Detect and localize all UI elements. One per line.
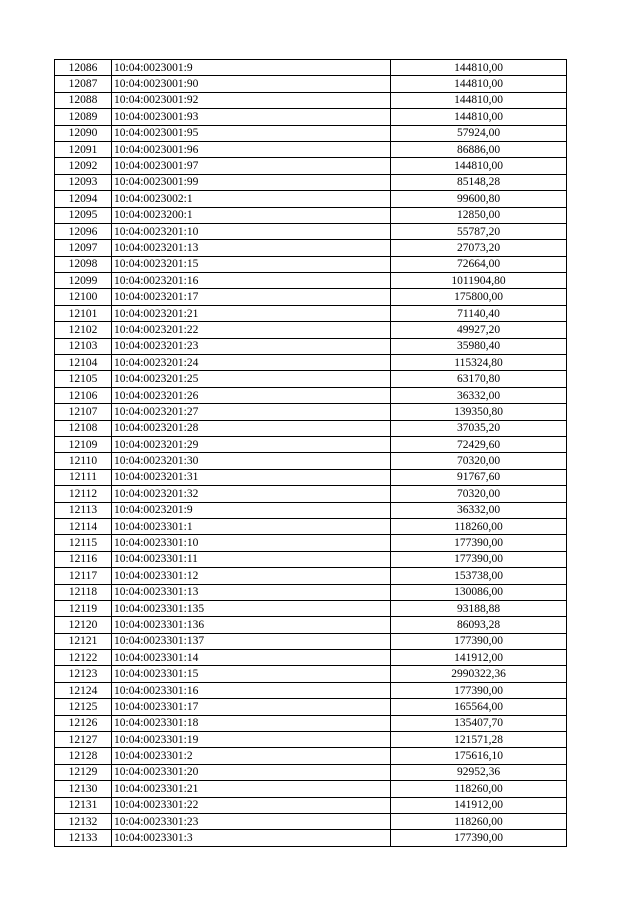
- table-row: [55, 535, 567, 551]
- value-cell: 115324,80: [391, 355, 567, 371]
- cadastral-number-cell: 10:04:0023301:136: [112, 617, 391, 633]
- cadastral-number-cell: 10:04:0023201:29: [112, 436, 391, 452]
- row-number-cell: 12117: [55, 568, 112, 584]
- value-cell: 37035,20: [391, 420, 567, 436]
- table-row: [55, 207, 567, 223]
- row-number-cell: 12092: [55, 158, 112, 174]
- table-row: [55, 60, 567, 76]
- value-cell: 1011904,80: [391, 273, 567, 289]
- value-cell: 130086,00: [391, 584, 567, 600]
- value-cell: 175800,00: [391, 289, 567, 305]
- table-row: [55, 355, 567, 371]
- table-row: [55, 551, 567, 567]
- row-number-cell: 12104: [55, 355, 112, 371]
- table-row: [55, 650, 567, 666]
- row-number-cell: 12100: [55, 289, 112, 305]
- value-cell: 175616,10: [391, 748, 567, 764]
- table-row: [55, 518, 567, 534]
- row-number-cell: 12099: [55, 273, 112, 289]
- value-cell: 92952,36: [391, 764, 567, 780]
- value-cell: 72429,60: [391, 436, 567, 452]
- value-cell: 85148,28: [391, 174, 567, 190]
- table-row: [55, 469, 567, 485]
- row-number-cell: 12102: [55, 322, 112, 338]
- value-cell: 118260,00: [391, 518, 567, 534]
- row-number-cell: 12131: [55, 797, 112, 813]
- value-cell: 144810,00: [391, 92, 567, 108]
- cadastral-number-cell: 10:04:0023301:13: [112, 584, 391, 600]
- table-row: [55, 682, 567, 698]
- table-row: [55, 223, 567, 239]
- table-row: [55, 797, 567, 813]
- table-row: [55, 732, 567, 748]
- cadastral-number-cell: 10:04:0023201:21: [112, 305, 391, 321]
- value-cell: 141912,00: [391, 797, 567, 813]
- row-number-cell: 12088: [55, 92, 112, 108]
- cadastral-number-cell: 10:04:0023301:3: [112, 830, 391, 846]
- cadastral-number-cell: 10:04:0023201:22: [112, 322, 391, 338]
- row-number-cell: 12095: [55, 207, 112, 223]
- value-cell: 55787,20: [391, 223, 567, 239]
- row-number-cell: 12127: [55, 732, 112, 748]
- row-number-cell: 12113: [55, 502, 112, 518]
- row-number-cell: 12129: [55, 764, 112, 780]
- table-row: [55, 256, 567, 272]
- row-number-cell: 12097: [55, 240, 112, 256]
- value-cell: 86886,00: [391, 141, 567, 157]
- cadastral-number-cell: 10:04:0023201:9: [112, 502, 391, 518]
- value-cell: 118260,00: [391, 781, 567, 797]
- row-number-cell: 12125: [55, 699, 112, 715]
- row-number-cell: 12116: [55, 551, 112, 567]
- cadastral-number-cell: 10:04:0023201:10: [112, 223, 391, 239]
- row-number-cell: 12109: [55, 436, 112, 452]
- cadastral-number-cell: 10:04:0023301:14: [112, 650, 391, 666]
- table-row: [55, 813, 567, 829]
- cadastral-number-cell: 10:04:0023301:17: [112, 699, 391, 715]
- cadastral-number-cell: 10:04:0023201:24: [112, 355, 391, 371]
- table-row: [55, 289, 567, 305]
- cadastral-number-cell: 10:04:0023301:19: [112, 732, 391, 748]
- row-number-cell: 12118: [55, 584, 112, 600]
- row-number-cell: 12124: [55, 682, 112, 698]
- row-number-cell: 12108: [55, 420, 112, 436]
- table-row: [55, 781, 567, 797]
- cadastral-number-cell: 10:04:0023301:11: [112, 551, 391, 567]
- row-number-cell: 12110: [55, 453, 112, 469]
- value-cell: 177390,00: [391, 535, 567, 551]
- row-number-cell: 12091: [55, 141, 112, 157]
- table-row: [55, 420, 567, 436]
- cadastral-number-cell: 10:04:0023301:21: [112, 781, 391, 797]
- row-number-cell: 12128: [55, 748, 112, 764]
- value-cell: 63170,80: [391, 371, 567, 387]
- cadastral-number-cell: 10:04:0023001:90: [112, 76, 391, 92]
- row-number-cell: 12133: [55, 830, 112, 846]
- table-row: [55, 486, 567, 502]
- cadastral-number-cell: 10:04:0023301:1: [112, 518, 391, 534]
- row-number-cell: 12090: [55, 125, 112, 141]
- cadastral-number-cell: 10:04:0023001:99: [112, 174, 391, 190]
- table-row: [55, 715, 567, 731]
- cadastral-value-table: [54, 59, 567, 847]
- cadastral-number-cell: 10:04:0023301:22: [112, 797, 391, 813]
- table-row: [55, 125, 567, 141]
- row-number-cell: 12123: [55, 666, 112, 682]
- table-row: [55, 240, 567, 256]
- cadastral-number-cell: 10:04:0023201:13: [112, 240, 391, 256]
- table-row: [55, 387, 567, 403]
- cadastral-number-cell: 10:04:0023301:10: [112, 535, 391, 551]
- row-number-cell: 12121: [55, 633, 112, 649]
- table-row: [55, 436, 567, 452]
- cadastral-number-cell: 10:04:0023200:1: [112, 207, 391, 223]
- cadastral-number-cell: 10:04:0023001:95: [112, 125, 391, 141]
- row-number-cell: 12119: [55, 600, 112, 616]
- value-cell: 86093,28: [391, 617, 567, 633]
- value-cell: 57924,00: [391, 125, 567, 141]
- value-cell: 12850,00: [391, 207, 567, 223]
- value-cell: 72664,00: [391, 256, 567, 272]
- table-row: [55, 600, 567, 616]
- table-row: [55, 92, 567, 108]
- cadastral-number-cell: 10:04:0023301:20: [112, 764, 391, 780]
- table-body: [55, 60, 567, 847]
- row-number-cell: 12107: [55, 404, 112, 420]
- table-row: [55, 305, 567, 321]
- table-row: [55, 584, 567, 600]
- value-cell: 177390,00: [391, 551, 567, 567]
- row-number-cell: 12089: [55, 109, 112, 125]
- table-row: [55, 338, 567, 354]
- value-cell: 36332,00: [391, 387, 567, 403]
- cadastral-number-cell: 10:04:0023001:93: [112, 109, 391, 125]
- value-cell: 144810,00: [391, 76, 567, 92]
- row-number-cell: 12114: [55, 518, 112, 534]
- table-row: [55, 502, 567, 518]
- table-row: [55, 76, 567, 92]
- table-row: [55, 453, 567, 469]
- row-number-cell: 12086: [55, 60, 112, 76]
- row-number-cell: 12122: [55, 650, 112, 666]
- value-cell: 135407,70: [391, 715, 567, 731]
- cadastral-number-cell: 10:04:0023201:25: [112, 371, 391, 387]
- row-number-cell: 12115: [55, 535, 112, 551]
- table-row: [55, 830, 567, 846]
- cadastral-number-cell: 10:04:0023201:17: [112, 289, 391, 305]
- row-number-cell: 12101: [55, 305, 112, 321]
- value-cell: 35980,40: [391, 338, 567, 354]
- cadastral-number-cell: 10:04:0023001:92: [112, 92, 391, 108]
- table-row: [55, 191, 567, 207]
- value-cell: 153738,00: [391, 568, 567, 584]
- cadastral-number-cell: 10:04:0023201:28: [112, 420, 391, 436]
- value-cell: 165564,00: [391, 699, 567, 715]
- cadastral-number-cell: 10:04:0023201:27: [112, 404, 391, 420]
- row-number-cell: 12120: [55, 617, 112, 633]
- row-number-cell: 12126: [55, 715, 112, 731]
- cadastral-number-cell: 10:04:0023301:2: [112, 748, 391, 764]
- cadastral-number-cell: 10:04:0023301:18: [112, 715, 391, 731]
- value-cell: 177390,00: [391, 682, 567, 698]
- table-row: [55, 109, 567, 125]
- cadastral-number-cell: 10:04:0023301:135: [112, 600, 391, 616]
- cadastral-number-cell: 10:04:0023201:30: [112, 453, 391, 469]
- row-number-cell: 12094: [55, 191, 112, 207]
- table-row: [55, 141, 567, 157]
- row-number-cell: 12087: [55, 76, 112, 92]
- cadastral-number-cell: 10:04:0023201:31: [112, 469, 391, 485]
- cadastral-number-cell: 10:04:0023201:32: [112, 486, 391, 502]
- table-row: [55, 764, 567, 780]
- cadastral-number-cell: 10:04:0023301:137: [112, 633, 391, 649]
- value-cell: 144810,00: [391, 109, 567, 125]
- value-cell: 177390,00: [391, 633, 567, 649]
- cadastral-number-cell: 10:04:0023201:16: [112, 273, 391, 289]
- table-row: [55, 273, 567, 289]
- value-cell: 121571,28: [391, 732, 567, 748]
- value-cell: 36332,00: [391, 502, 567, 518]
- value-cell: 70320,00: [391, 486, 567, 502]
- table-row: [55, 633, 567, 649]
- row-number-cell: 12096: [55, 223, 112, 239]
- row-number-cell: 12132: [55, 813, 112, 829]
- table-row: [55, 174, 567, 190]
- value-cell: 91767,60: [391, 469, 567, 485]
- cadastral-number-cell: 10:04:0023201:15: [112, 256, 391, 272]
- cadastral-number-cell: 10:04:0023301:16: [112, 682, 391, 698]
- cadastral-number-cell: 10:04:0023301:12: [112, 568, 391, 584]
- table-row: [55, 568, 567, 584]
- value-cell: 2990322,36: [391, 666, 567, 682]
- table-row: [55, 404, 567, 420]
- value-cell: 139350,80: [391, 404, 567, 420]
- table-row: [55, 158, 567, 174]
- cadastral-number-cell: 10:04:0023201:26: [112, 387, 391, 403]
- value-cell: 71140,40: [391, 305, 567, 321]
- table-row: [55, 748, 567, 764]
- value-cell: 177390,00: [391, 830, 567, 846]
- table-row: [55, 371, 567, 387]
- cadastral-number-cell: 10:04:0023002:1: [112, 191, 391, 207]
- cadastral-number-cell: 10:04:0023001:9: [112, 60, 391, 76]
- row-number-cell: 12112: [55, 486, 112, 502]
- value-cell: 144810,00: [391, 60, 567, 76]
- value-cell: 27073,20: [391, 240, 567, 256]
- row-number-cell: 12130: [55, 781, 112, 797]
- cadastral-number-cell: 10:04:0023201:23: [112, 338, 391, 354]
- value-cell: 93188,88: [391, 600, 567, 616]
- value-cell: 70320,00: [391, 453, 567, 469]
- row-number-cell: 12098: [55, 256, 112, 272]
- value-cell: 141912,00: [391, 650, 567, 666]
- value-cell: 99600,80: [391, 191, 567, 207]
- value-cell: 118260,00: [391, 813, 567, 829]
- table-row: [55, 617, 567, 633]
- row-number-cell: 12111: [55, 469, 112, 485]
- row-number-cell: 12093: [55, 174, 112, 190]
- cadastral-number-cell: 10:04:0023001:96: [112, 141, 391, 157]
- cadastral-number-cell: 10:04:0023301:23: [112, 813, 391, 829]
- value-cell: 49927,20: [391, 322, 567, 338]
- table-row: [55, 666, 567, 682]
- cadastral-number-cell: 10:04:0023301:15: [112, 666, 391, 682]
- row-number-cell: 12105: [55, 371, 112, 387]
- row-number-cell: 12103: [55, 338, 112, 354]
- table-row: [55, 699, 567, 715]
- cadastral-number-cell: 10:04:0023001:97: [112, 158, 391, 174]
- value-cell: 144810,00: [391, 158, 567, 174]
- row-number-cell: 12106: [55, 387, 112, 403]
- table-row: [55, 322, 567, 338]
